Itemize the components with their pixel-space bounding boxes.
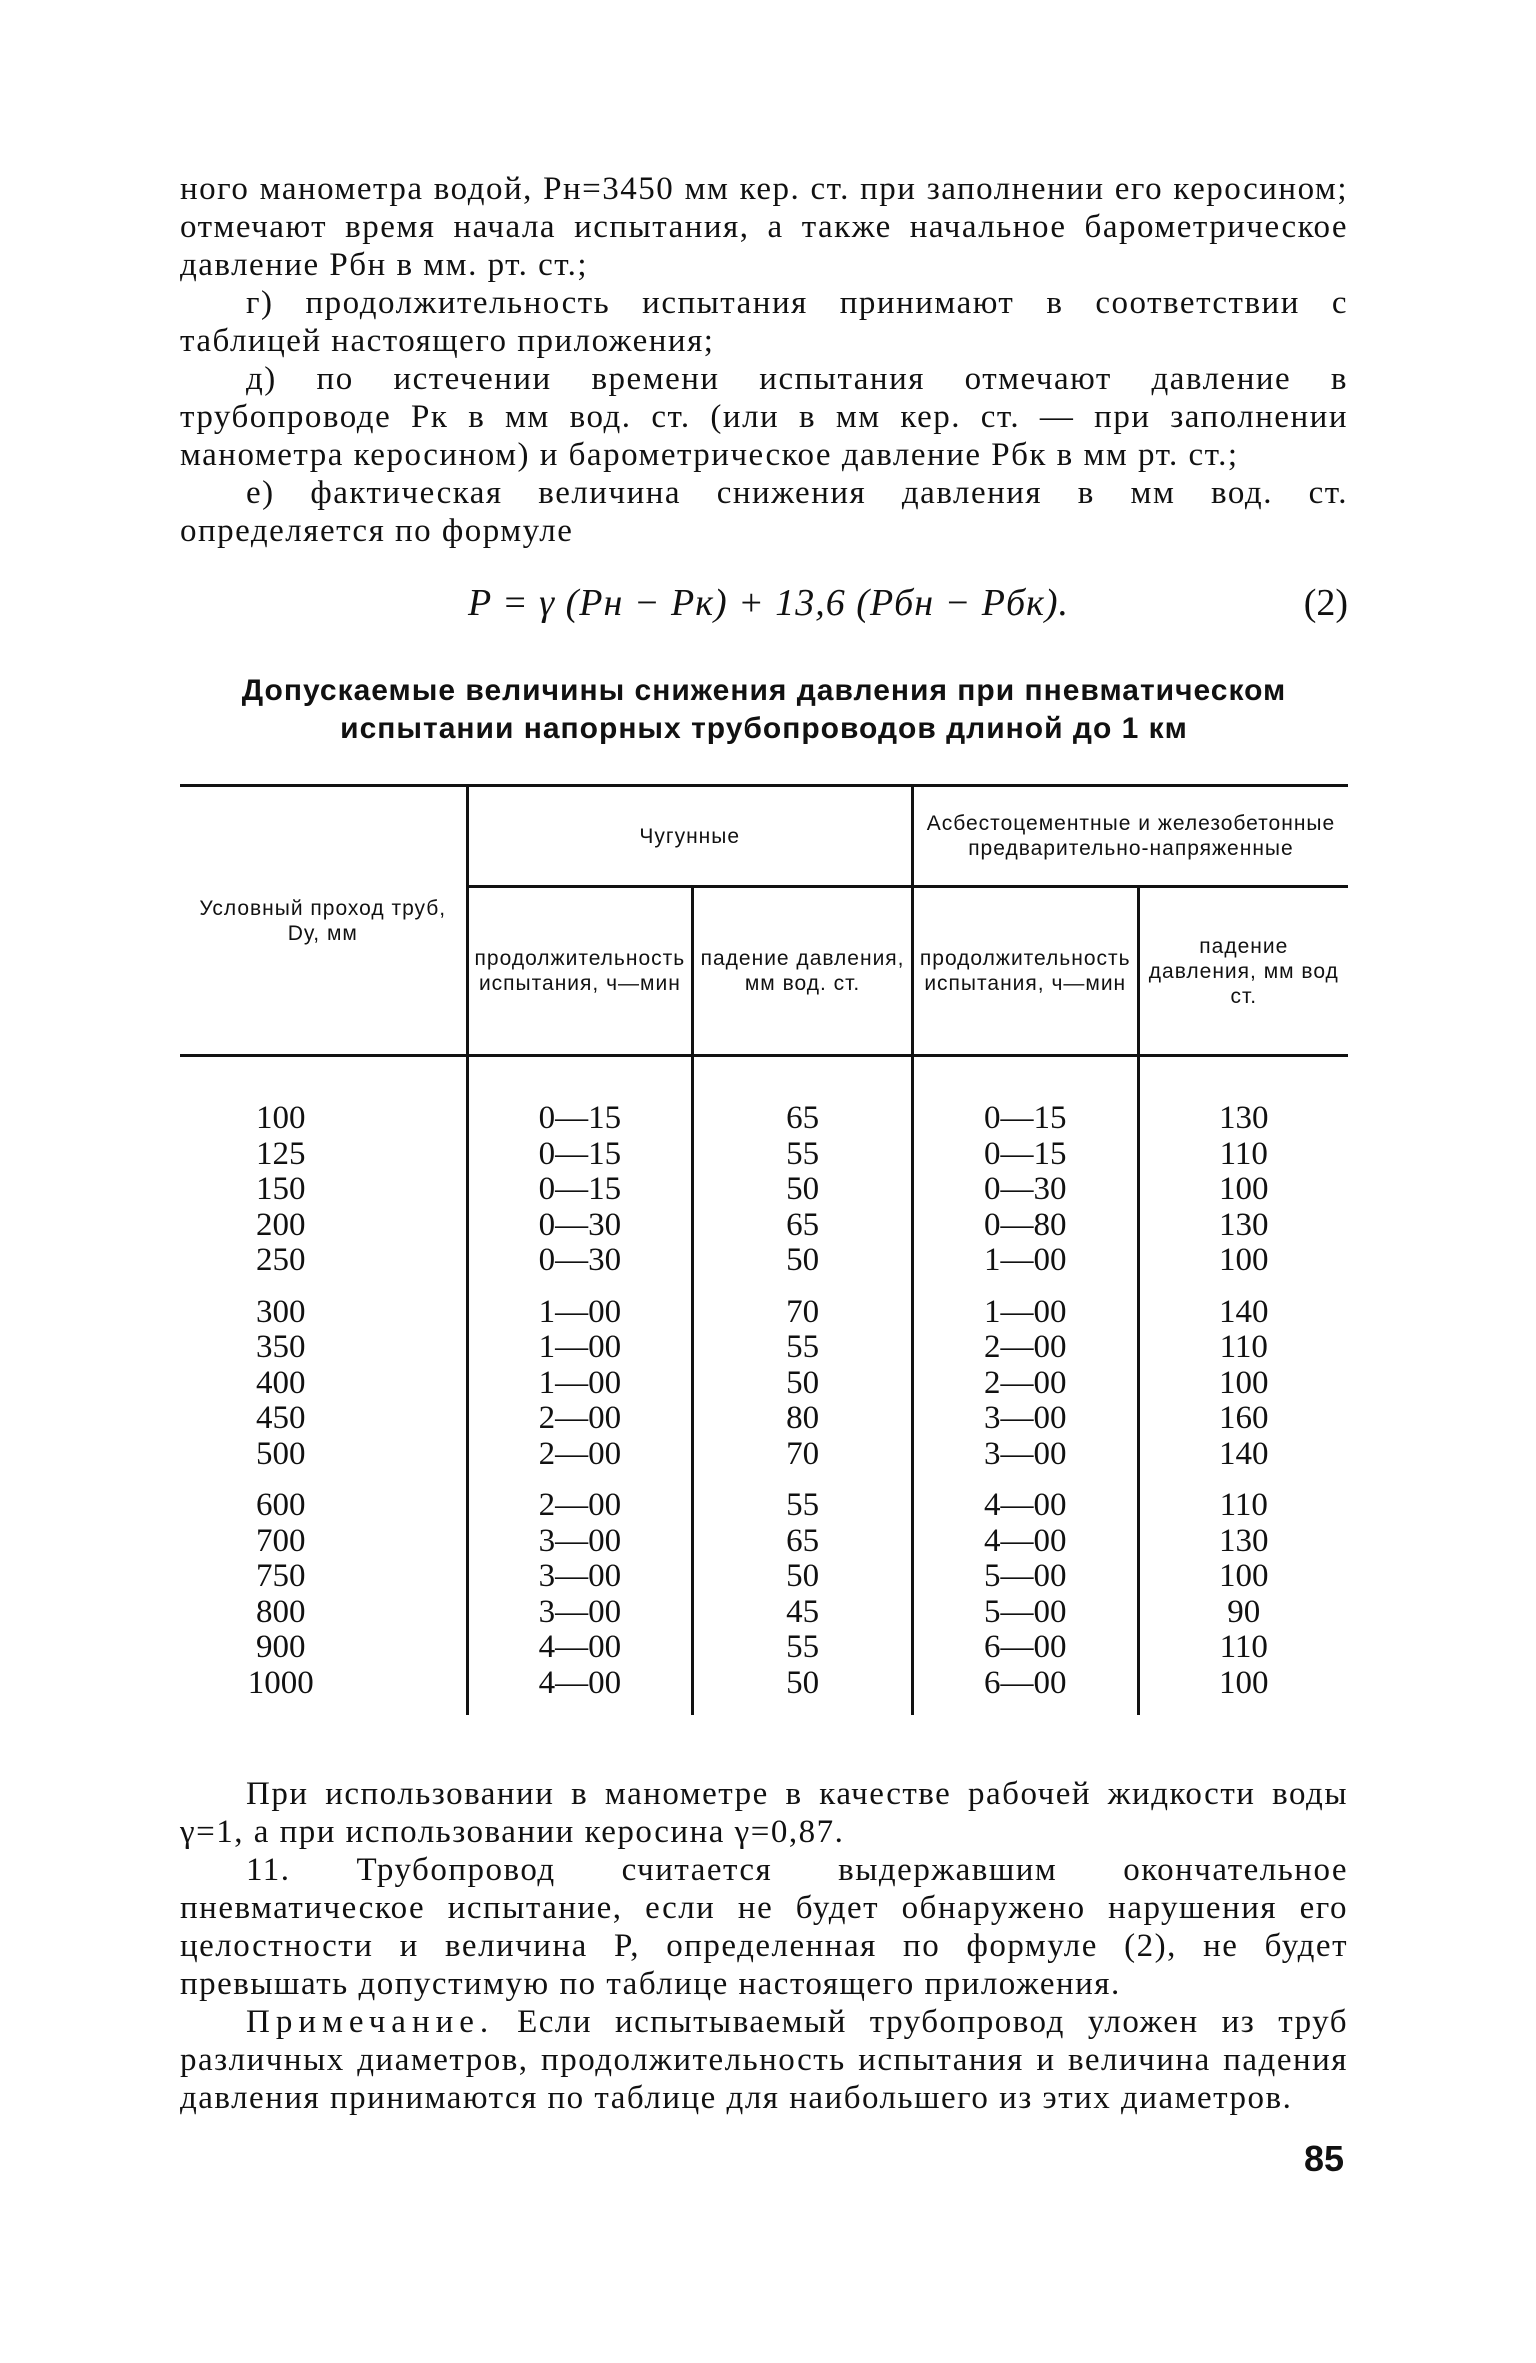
table-row [180, 1630, 1348, 1666]
table-caption: Допускаемые величины снижения давления при пневматическом испытании напорных трубопроводов длиной до 1 км [241, 674, 1287, 745]
table-row [180, 1401, 1348, 1437]
cell-duration-cast-iron: 2—00 [467, 1437, 693, 1473]
cell-drop-asbestos: 110 [1138, 1472, 1348, 1524]
table-row [180, 1279, 1348, 1331]
table-row [180, 1524, 1348, 1560]
table-row [180, 1437, 1348, 1473]
cell-duration-cast-iron: 2—00 [467, 1472, 693, 1524]
cell-drop-cast-iron: 65 [693, 1208, 913, 1244]
cell-duration-cast-iron: 4—00 [467, 1630, 693, 1666]
cell-nominal-diameter: 300 [256, 1293, 306, 1330]
cell-nominal-diameter: 1000 [247, 1664, 314, 1701]
formula-2 [180, 568, 1348, 638]
cell-duration-cast-iron: 0—30 [467, 1243, 693, 1279]
cell-drop-cast-iron: 50 [693, 1366, 913, 1402]
cell-duration-cast-iron: 0—30 [467, 1208, 693, 1244]
cell-drop-asbestos: 110 [1138, 1137, 1348, 1173]
cell-drop-cast-iron: 50 [693, 1243, 913, 1279]
cell-nominal-diameter: 200 [256, 1206, 306, 1243]
cell-drop-cast-iron: 50 [693, 1559, 913, 1595]
formula-number: (2) [1303, 582, 1348, 624]
cell-duration-asbestos: 6—00 [912, 1666, 1138, 1716]
document-page [180, 170, 1348, 2117]
cell-nominal-diameter: 450 [256, 1400, 306, 1436]
table-row [180, 1559, 1348, 1595]
cell-duration-asbestos: 0—15 [912, 1056, 1138, 1137]
cell-drop-asbestos: 100 [1138, 1366, 1348, 1402]
cell-duration-asbestos: 3—00 [912, 1437, 1138, 1473]
cell-nominal-diameter: 400 [256, 1364, 306, 1401]
header-drop-cast-iron: падение давления, мм вод. ст. [693, 887, 913, 1056]
table-row [180, 1330, 1348, 1366]
cell-drop-cast-iron: 45 [693, 1595, 913, 1631]
cell-duration-cast-iron: 1—00 [467, 1366, 693, 1402]
cell-drop-cast-iron: 55 [693, 1330, 913, 1366]
paragraph-g: г) продолжительность испытания принимают в соответствии с таблицей настоящего приложения; [180, 285, 1348, 359]
after-table-text [180, 1775, 1348, 2117]
cell-duration-cast-iron: 4—00 [467, 1666, 693, 1716]
table-row [180, 1366, 1348, 1402]
formula-expression: P = γ (Pн − Pк) + 13,6 (Pбн − Pбк). [468, 582, 1070, 624]
note-text: Если испытываемый трубопровод уложен из труб различных диаметров, продолжительность испытания и величина падения давления принимаются по таблице для наибольшего из этих диаметров. [180, 2004, 1348, 2116]
paragraph-continued: ного манометра водой, Pн=3450 мм кер. ст. при заполнении его керосином; отмечают время начала испытания, а также начальное барометрическое давление Pбн в мм. рт. ст.; [180, 171, 1348, 283]
cell-drop-cast-iron: 50 [693, 1666, 913, 1716]
cell-drop-cast-iron: 70 [693, 1437, 913, 1473]
header-duration-asbestos: продолжительность испытания, ч—мин [912, 887, 1138, 1056]
table-row [180, 1595, 1348, 1631]
header-nominal-diameter: Условный проход труб, Dу, мм [180, 786, 467, 1056]
cell-drop-cast-iron: 55 [693, 1137, 913, 1173]
table-row [180, 1056, 1348, 1137]
cell-nominal-diameter: 150 [256, 1171, 306, 1207]
cell-duration-asbestos: 1—00 [912, 1243, 1138, 1279]
header-group-asbestos-concrete: Асбестоцементные и железобетонные предварительно-напряженные [912, 786, 1348, 887]
cell-drop-asbestos: 140 [1138, 1279, 1348, 1331]
cell-duration-cast-iron: 0—15 [467, 1056, 693, 1137]
table-row [180, 1172, 1348, 1208]
cell-duration-asbestos: 2—00 [912, 1330, 1138, 1366]
cell-duration-asbestos: 0—80 [912, 1208, 1138, 1244]
table-body [180, 1056, 1348, 1716]
cell-nominal-diameter: 600 [256, 1487, 306, 1523]
cell-drop-cast-iron: 80 [693, 1401, 913, 1437]
cell-duration-asbestos: 1—00 [912, 1279, 1138, 1331]
cell-drop-cast-iron: 70 [693, 1279, 913, 1331]
cell-drop-asbestos: 110 [1138, 1330, 1348, 1366]
paragraph-gamma-note: При использовании в манометре в качестве рабочей жидкости воды γ=1, а при использовании керосина γ=0,87. [180, 1776, 1348, 1850]
cell-nominal-diameter: 900 [256, 1629, 306, 1665]
cell-drop-cast-iron: 65 [693, 1056, 913, 1137]
paragraph-d: д) по истечении времени испытания отмечают давление в трубопроводе Pк в мм вод. ст. (или в мм кер. ст. — при заполнении манометра керосином) и барометрическое давление Pбк в мм рт. ст.; [180, 361, 1348, 473]
cell-duration-cast-iron: 3—00 [467, 1524, 693, 1560]
cell-nominal-diameter: 500 [256, 1435, 306, 1472]
cell-duration-asbestos: 6—00 [912, 1630, 1138, 1666]
cell-drop-asbestos: 130 [1138, 1208, 1348, 1244]
cell-drop-asbestos: 140 [1138, 1437, 1348, 1473]
cell-duration-asbestos: 5—00 [912, 1595, 1138, 1631]
cell-duration-asbestos: 4—00 [912, 1472, 1138, 1524]
cell-duration-asbestos: 4—00 [912, 1524, 1138, 1560]
page-number: 85 [1304, 2138, 1345, 2179]
cell-nominal-diameter: 800 [256, 1593, 306, 1630]
cell-duration-asbestos: 0—30 [912, 1172, 1138, 1208]
cell-duration-cast-iron: 0—15 [467, 1137, 693, 1173]
cell-duration-cast-iron: 1—00 [467, 1330, 693, 1366]
cell-drop-asbestos: 130 [1138, 1056, 1348, 1137]
header-drop-asbestos: падение давления, мм вод ст. [1138, 887, 1348, 1056]
table-row [180, 1243, 1348, 1279]
cell-drop-cast-iron: 55 [693, 1472, 913, 1524]
cell-duration-asbestos: 3—00 [912, 1401, 1138, 1437]
cell-duration-cast-iron: 3—00 [467, 1559, 693, 1595]
cell-drop-asbestos: 100 [1138, 1666, 1348, 1716]
cell-nominal-diameter: 350 [256, 1329, 306, 1365]
cell-duration-asbestos: 2—00 [912, 1366, 1138, 1402]
paragraph-note [180, 2003, 1348, 2117]
cell-drop-asbestos: 100 [1138, 1559, 1348, 1595]
cell-nominal-diameter: 100 [256, 1100, 306, 1136]
header-duration-cast-iron: продолжительность испытания, ч—мин [467, 887, 693, 1056]
cell-drop-asbestos: 100 [1138, 1243, 1348, 1279]
cell-duration-cast-iron: 2—00 [467, 1401, 693, 1437]
cell-nominal-diameter: 700 [256, 1522, 306, 1559]
cell-duration-asbestos: 5—00 [912, 1559, 1138, 1595]
cell-drop-asbestos: 100 [1138, 1172, 1348, 1208]
cell-drop-cast-iron: 50 [693, 1172, 913, 1208]
cell-nominal-diameter: 750 [256, 1558, 306, 1594]
cell-duration-cast-iron: 1—00 [467, 1279, 693, 1331]
cell-drop-asbestos: 110 [1138, 1630, 1348, 1666]
cell-duration-asbestos: 0—15 [912, 1137, 1138, 1173]
header-group-cast-iron: Чугунные [467, 786, 912, 887]
paragraph-item-11: 11. Трубопровод считается выдержавшим окончательное пневматическое испытание, если не будет обнаружено нарушения его целостности и величина P, определенная по формуле (2), не будет превышать допустимую по таблице настоящего приложения. [180, 1852, 1348, 2002]
table-row [180, 1208, 1348, 1244]
table-row [180, 1666, 1348, 1716]
paragraph-e: е) фактическая величина снижения давления в мм вод. ст. определяется по формуле [180, 475, 1348, 549]
cell-drop-asbestos: 90 [1138, 1595, 1348, 1631]
note-label: Примечание. [246, 2004, 495, 2040]
cell-drop-asbestos: 130 [1138, 1524, 1348, 1560]
cell-nominal-diameter: 250 [256, 1242, 306, 1278]
cell-drop-cast-iron: 55 [693, 1630, 913, 1666]
cell-drop-asbestos: 160 [1138, 1401, 1348, 1437]
cell-duration-cast-iron: 0—15 [467, 1172, 693, 1208]
pressure-drop-table [180, 784, 1348, 1715]
cell-nominal-diameter: 125 [256, 1135, 306, 1172]
table-row [180, 1472, 1348, 1524]
cell-drop-cast-iron: 65 [693, 1524, 913, 1560]
table-row [180, 1137, 1348, 1173]
cell-duration-cast-iron: 3—00 [467, 1595, 693, 1631]
